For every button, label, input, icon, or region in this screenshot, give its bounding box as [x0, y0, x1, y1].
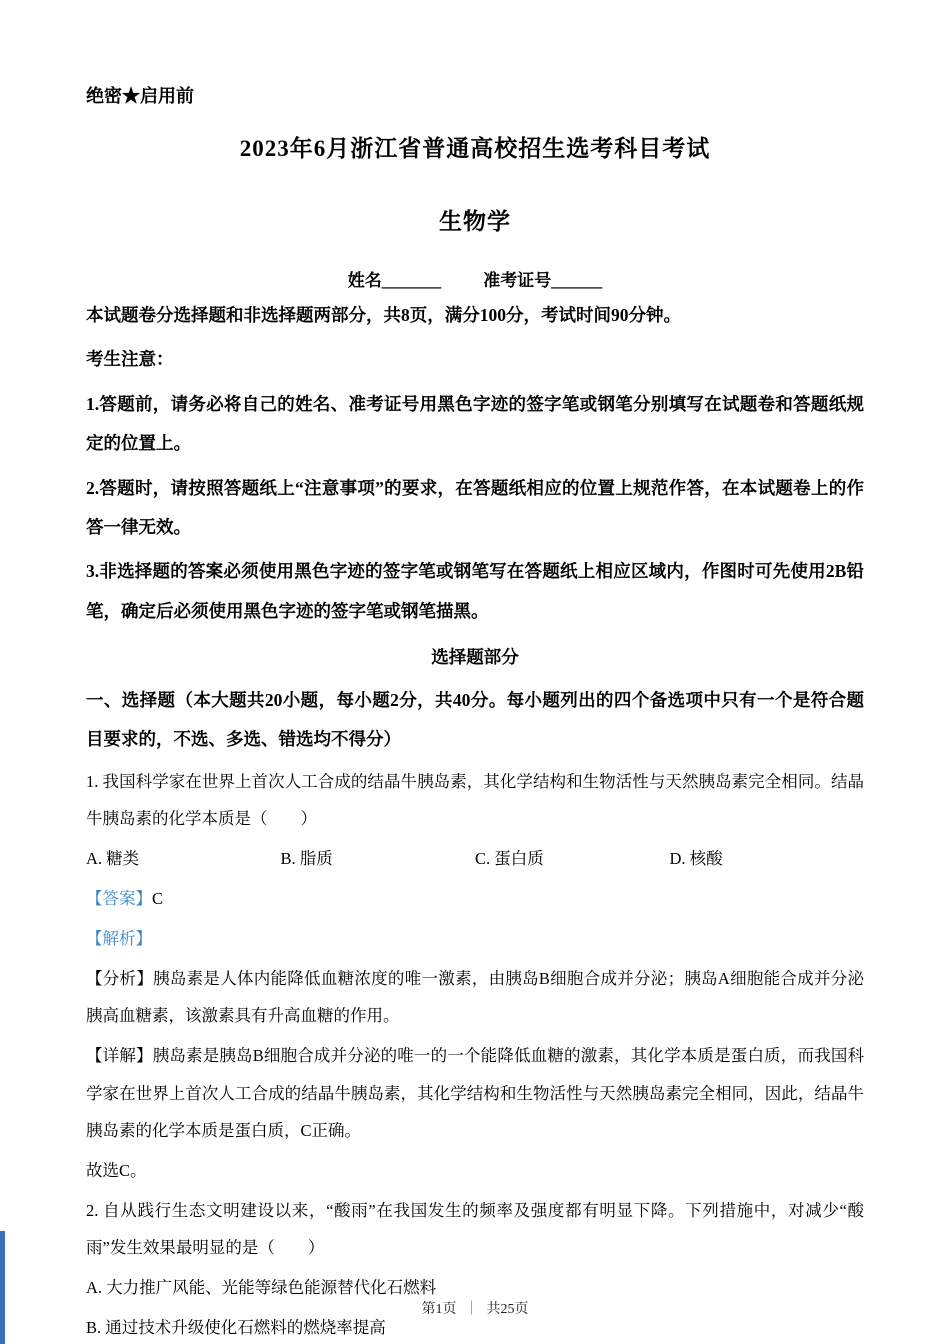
total-pages-label: 共25页	[486, 1302, 529, 1317]
section-title: 选择题部分	[431, 647, 519, 667]
notice-item-2: 2.答题时，请按照答题纸上“注意事项”的要求，在答题纸相应的位置上规范作答，在本试题卷上的作答一律无效。	[86, 477, 864, 537]
question-1-option-d: D. 核酸	[669, 848, 723, 868]
question-1-detail: 【详解】胰岛素是胰岛B细胞合成并分泌的唯一的一个能降低血糖的激素，其化学本质是蛋白质，而我国科学家在世界上首次人工合成的结晶牛胰岛素，其化学结构和生物活性与天然胰岛素完全相同，因此，结晶牛胰岛素的化学本质是蛋白质，C正确。	[86, 1046, 864, 1140]
notice-item-3: 3.非选择题的答案必须使用黑色字迹的签字笔或钢笔写在答题纸上相应区域内，作图时可先使用2B铅笔，确定后必须使用黑色字迹的签字笔或钢笔描黑。	[86, 561, 864, 621]
exam-title: 2023年6月浙江省普通高校招生选考科目考试	[239, 136, 711, 161]
question-1-option-b: B. 脂质	[280, 848, 333, 868]
question-1-option-a: A. 糖类	[86, 848, 140, 868]
name-field-label: 姓名_______	[347, 271, 442, 290]
question-1-answer-line	[86, 880, 864, 917]
question-1-option-c: C. 蛋白质	[475, 848, 544, 868]
exam-id-field-label: 准考证号______	[483, 271, 603, 290]
notice-heading: 考生注意：	[86, 349, 174, 370]
current-page-label: 第1页	[421, 1302, 457, 1317]
answer-label: 【答案】	[86, 888, 152, 908]
answer-value: C	[152, 888, 164, 908]
security-notice: 绝密★启用前	[86, 86, 194, 106]
exam-subject: 生物学	[439, 209, 511, 234]
exam-info: 本试题卷分选择题和非选择题两部分，共8页，满分100分，考试时间90分钟。	[86, 305, 681, 325]
question-1-options	[86, 840, 864, 877]
notice-item-1: 1.答题前，请务必将自己的姓名、准考证号用黑色字迹的签字笔或钢笔分别填写在试题卷和答题纸规定的位置上。	[86, 393, 864, 454]
question-1-analysis: 【分析】胰岛素是人体内能降低血糖浓度的唯一激素，由胰岛B细胞合成并分泌；胰岛A细胞能合成并分泌胰高血糖素，该激素具有升高血糖的作用。	[86, 969, 864, 1026]
section-heading: 一、选择题（本大题共20小题，每小题2分，共40分。每小题列出的四个备选项中只有一个是符合题目要求的，不选、多选、错选均不得分）	[86, 689, 864, 750]
question-1-explain-line	[86, 920, 864, 957]
question-2-option-b: B. 通过技术升级使化石燃料的燃烧率提高	[86, 1318, 386, 1338]
left-edge-accent-bar	[0, 1231, 5, 1344]
question-1-conclusion: 故选C。	[86, 1160, 147, 1180]
question-1-stem: 1. 我国科学家在世界上首次人工合成的结晶牛胰岛素，其化学结构和生物活性与天然胰岛素完全相同。结晶牛胰岛素的化学本质是（ ）	[86, 771, 864, 828]
question-2-option-a: A. 大力推广风能、光能等绿色能源替代化石燃料	[86, 1278, 437, 1298]
footer-separator: ｜	[464, 1302, 479, 1317]
page-footer	[0, 1298, 950, 1318]
question-2-stem: 2. 自从践行生态文明建设以来，“酸雨”在我国发生的频率及强度都有明显下降。下列措施中，对减少“酸雨”发生效果最明显的是（ ）	[86, 1200, 864, 1257]
name-line	[86, 266, 864, 291]
explain-label: 【解析】	[86, 929, 152, 948]
